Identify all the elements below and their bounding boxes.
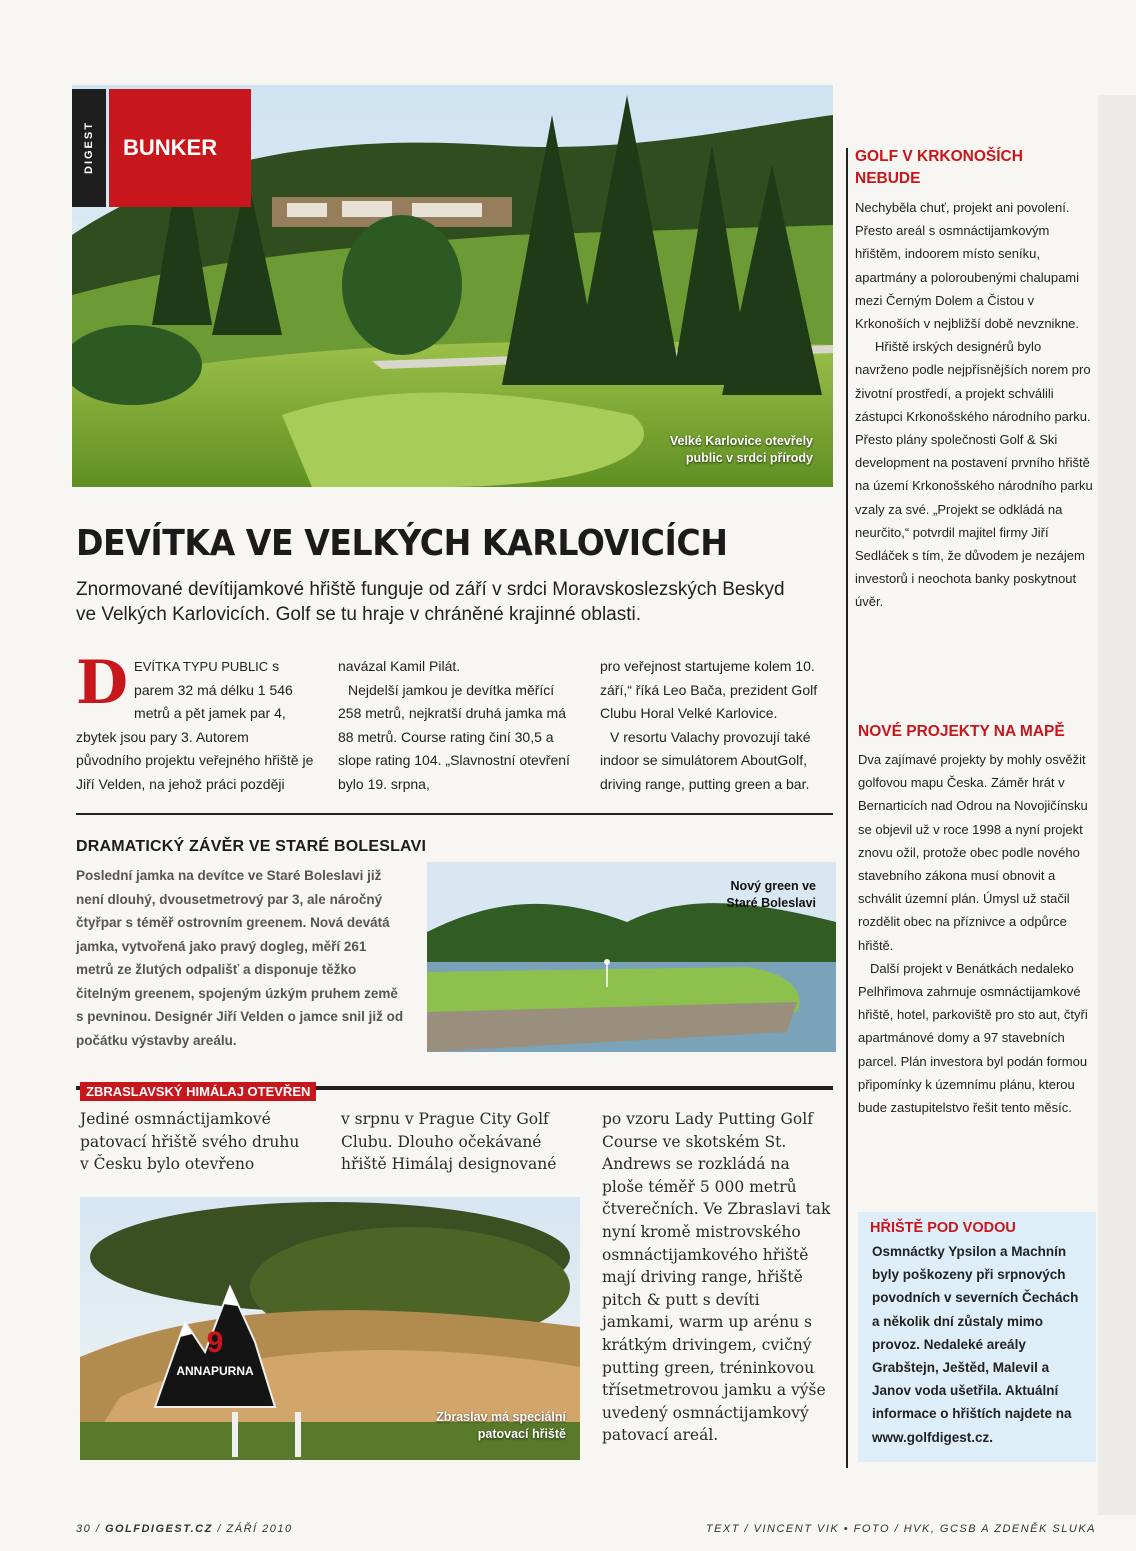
projekty-text [858,748,1098,1119]
page-footer-left: 30 / GOLFDIGEST.CZ / ZÁŘÍ 2010 [76,1523,293,1535]
hole-name: ANNAPURNA [176,1364,254,1378]
zbraslav-photo [80,1197,580,1460]
article-deck: Znormované devítijamkové hřiště funguje od září v srdci Moravskoslezských Beskyd ve Velkých Karlovicích. Golf se tu hraje v chráněné krajinné oblasti. [76,579,785,625]
sidebar-divider [846,148,848,1468]
article-column-2-p1: navázal Kamil Pilát. [338,658,461,674]
krkonose-heading: GOLF V KRKONOŠÍCH NEBUDE [855,148,1023,187]
article-lead-in: EVÍTKA TYPU PUBLIC [134,659,269,674]
section-divider [76,813,833,815]
article-column-3 [600,655,836,796]
hole-sign [150,1282,280,1412]
flood-info-box [858,1212,1096,1462]
hero-photo-caption: Velké Karlovice otevřely public v srdci přírody [669,434,813,465]
article-headline: DEVÍTKA VE VELKÝCH KARLOVICÍCH [76,523,728,564]
article-column-1-text: s parem 32 má délku 1 546 metrů a pět jamek par 4, zbytek jsou pary 3. Autorem původního projektu veřejného hřiště je Jiří Velden, na jehož práci později [76,658,314,792]
boleslav-heading: DRAMATICKÝ ZÁVĚR VE STARÉ BOLESLAVI [76,838,427,855]
issue-date: ZÁŘÍ 2010 [226,1523,293,1535]
section-tab-digest: DIGEST [72,89,106,207]
boleslav-photo [427,862,836,1052]
zbraslav-column-3: po vzoru Lady Putting Golf Course ve skotském St. Andrews se rozkládá na ploše téměř 5 000 metrů čtverečních. Ve Zbraslavi tak nyní kromě mistrovského osmnáctijamkového hřiště mají driving range, hřiště pitch & putt s devíti jamkami, warm up arénu s krátkým drivingem, cvičný putting green, tréninkovou třísetmetrovou jamku a výše uvedený osmnáctijamkový patovací areál. [602,1110,831,1445]
article-column-3-p2: V resortu Valachy provozují také indoor se simulátorem AboutGolf, driving range, putting green a bar. [600,728,811,792]
zbraslav-column-1: Jediné osmnáctijamkové patovací hřiště svého druhu v Česku bylo otevřeno [80,1110,300,1174]
page-footer-credits: TEXT / VINCENT VIK • FOTO / HVK, GCSB A ZDENĚK SLUKA [705,1523,1096,1535]
projekty-heading: NOVÉ PROJEKTY NA MAPĚ [858,723,1065,740]
krkonose-p1: Nechyběla chuť, projekt ani povolení. Přesto areál s osmnáctijamkovým hřištěm, indoorem místo seníku, apartmány a poloroubenými chalupami mezi Černým Dolem a Čistou v Krkonoších v nejbližší době nevznikne. [855,200,1080,332]
zbraslav-photo-caption: Zbraslav má speciální patovací hřiště [436,1410,566,1441]
site-name: GOLFDIGEST.CZ [104,1523,213,1535]
drop-cap: D [76,648,129,718]
adjacent-page-bleed [1098,95,1136,1515]
projekty-p1: Dva zajímavé projekty by mohly osvěžit golfovou mapu Česka. Záměr hrát v Bernarticích nad Odrou na Novojičínsku se objevil už v roce 1998 a nyní projekt znovu ožil, protože obec podle nového stavebního zákona musí obnovit a schválit územní plán. Úmysl už stačil rozdělit obec na příznivce a odpůrce hřiště. [858,752,1088,953]
boleslav-text: Poslední jamka na devítce ve Staré Boleslavi již není dlouhý, dvousetmetrový par 3, ale náročný čtyřpar s téměř ostrovním greenem. Nová devátá jamka, vytvořená jako pravý dogleg, měří 261 metrů ze žlutých odpališť a disponuje těžko čitelným greenem, spojeným úzkým pruhem země s pevninou. Designér Jiří Velden o jamce snil již od počátku výstavby areálu. [76,868,404,1048]
article-column-2-p2: Nejdelší jamkou je devítka měřící 258 metrů, nejkratší druhá jamka má 88 metrů. Course rating činí 30,5 a slope rating 104. „Slavnostní otevření bylo 19. srpna, [338,681,570,792]
krkonose-p2: Hřiště irských designérů bylo navrženo podle nejpřísnějších norem pro životní prostředí, a projekt schválili zástupci Krkonošského národního parku. Přesto plány společnosti Golf & Ski development na postavení prvního hřiště na území Krkonošského národního parku vzaly za své. „Projekt se odkládá na neurčito,“ potvrdil majitel firmy Jiří Sedláček s tím, že důvodem je nezájem investorů i neochota banky poskytnout úvěr. [855,339,1093,610]
article-column-2 [338,655,578,796]
zbraslav-column-2: v srpnu v Prague City Golf Clubu. Dlouho očekávané hřiště Himálaj designované [341,1110,557,1174]
flood-text: Osmnáctky Ypsilon a Machnín byly poškozeny při srpnových povodních v severních Čechách a několik dní zůstaly mimo provoz. Nedaleké areály Grabštejn, Ještěd, Malevil a Janov voda ušetřila. Aktuální informace o hřištích najdete na www.golfdigest.cz. [872,1244,1079,1445]
page-number: 30 [76,1523,92,1535]
boleslav-photo-caption: Nový green ve Staré Boleslavi [726,879,816,910]
projekty-p2: Další projekt v Benátkách nedaleko Pelhřimova zahrnuje osmnáctijamkové hřiště, hotel, parkoviště pro sto aut, čtyři apartmánové domy a 97 stavebních parcel. Plán investora byl podán formou připomínky k územnímu plánu, kterou bude zastupitelstvo řešit tento měsíc. [858,960,1088,1116]
zbraslav-label: ZBRASLAVSKÝ HIMÁLAJ OTEVŘEN [80,1082,316,1101]
article-column-1 [76,648,316,796]
section-label-bunker: BUNKER [109,89,251,207]
flood-heading: HŘIŠTĚ POD VODOU [870,1220,1016,1236]
article-column-3-p1: pro veřejnost startujeme kolem 10. září,“ říká Leo Bača, prezident Golf Clubu Horal Velké Karlovice. [600,658,818,721]
hole-number: 9 [206,1326,224,1359]
krkonose-text [855,196,1095,614]
